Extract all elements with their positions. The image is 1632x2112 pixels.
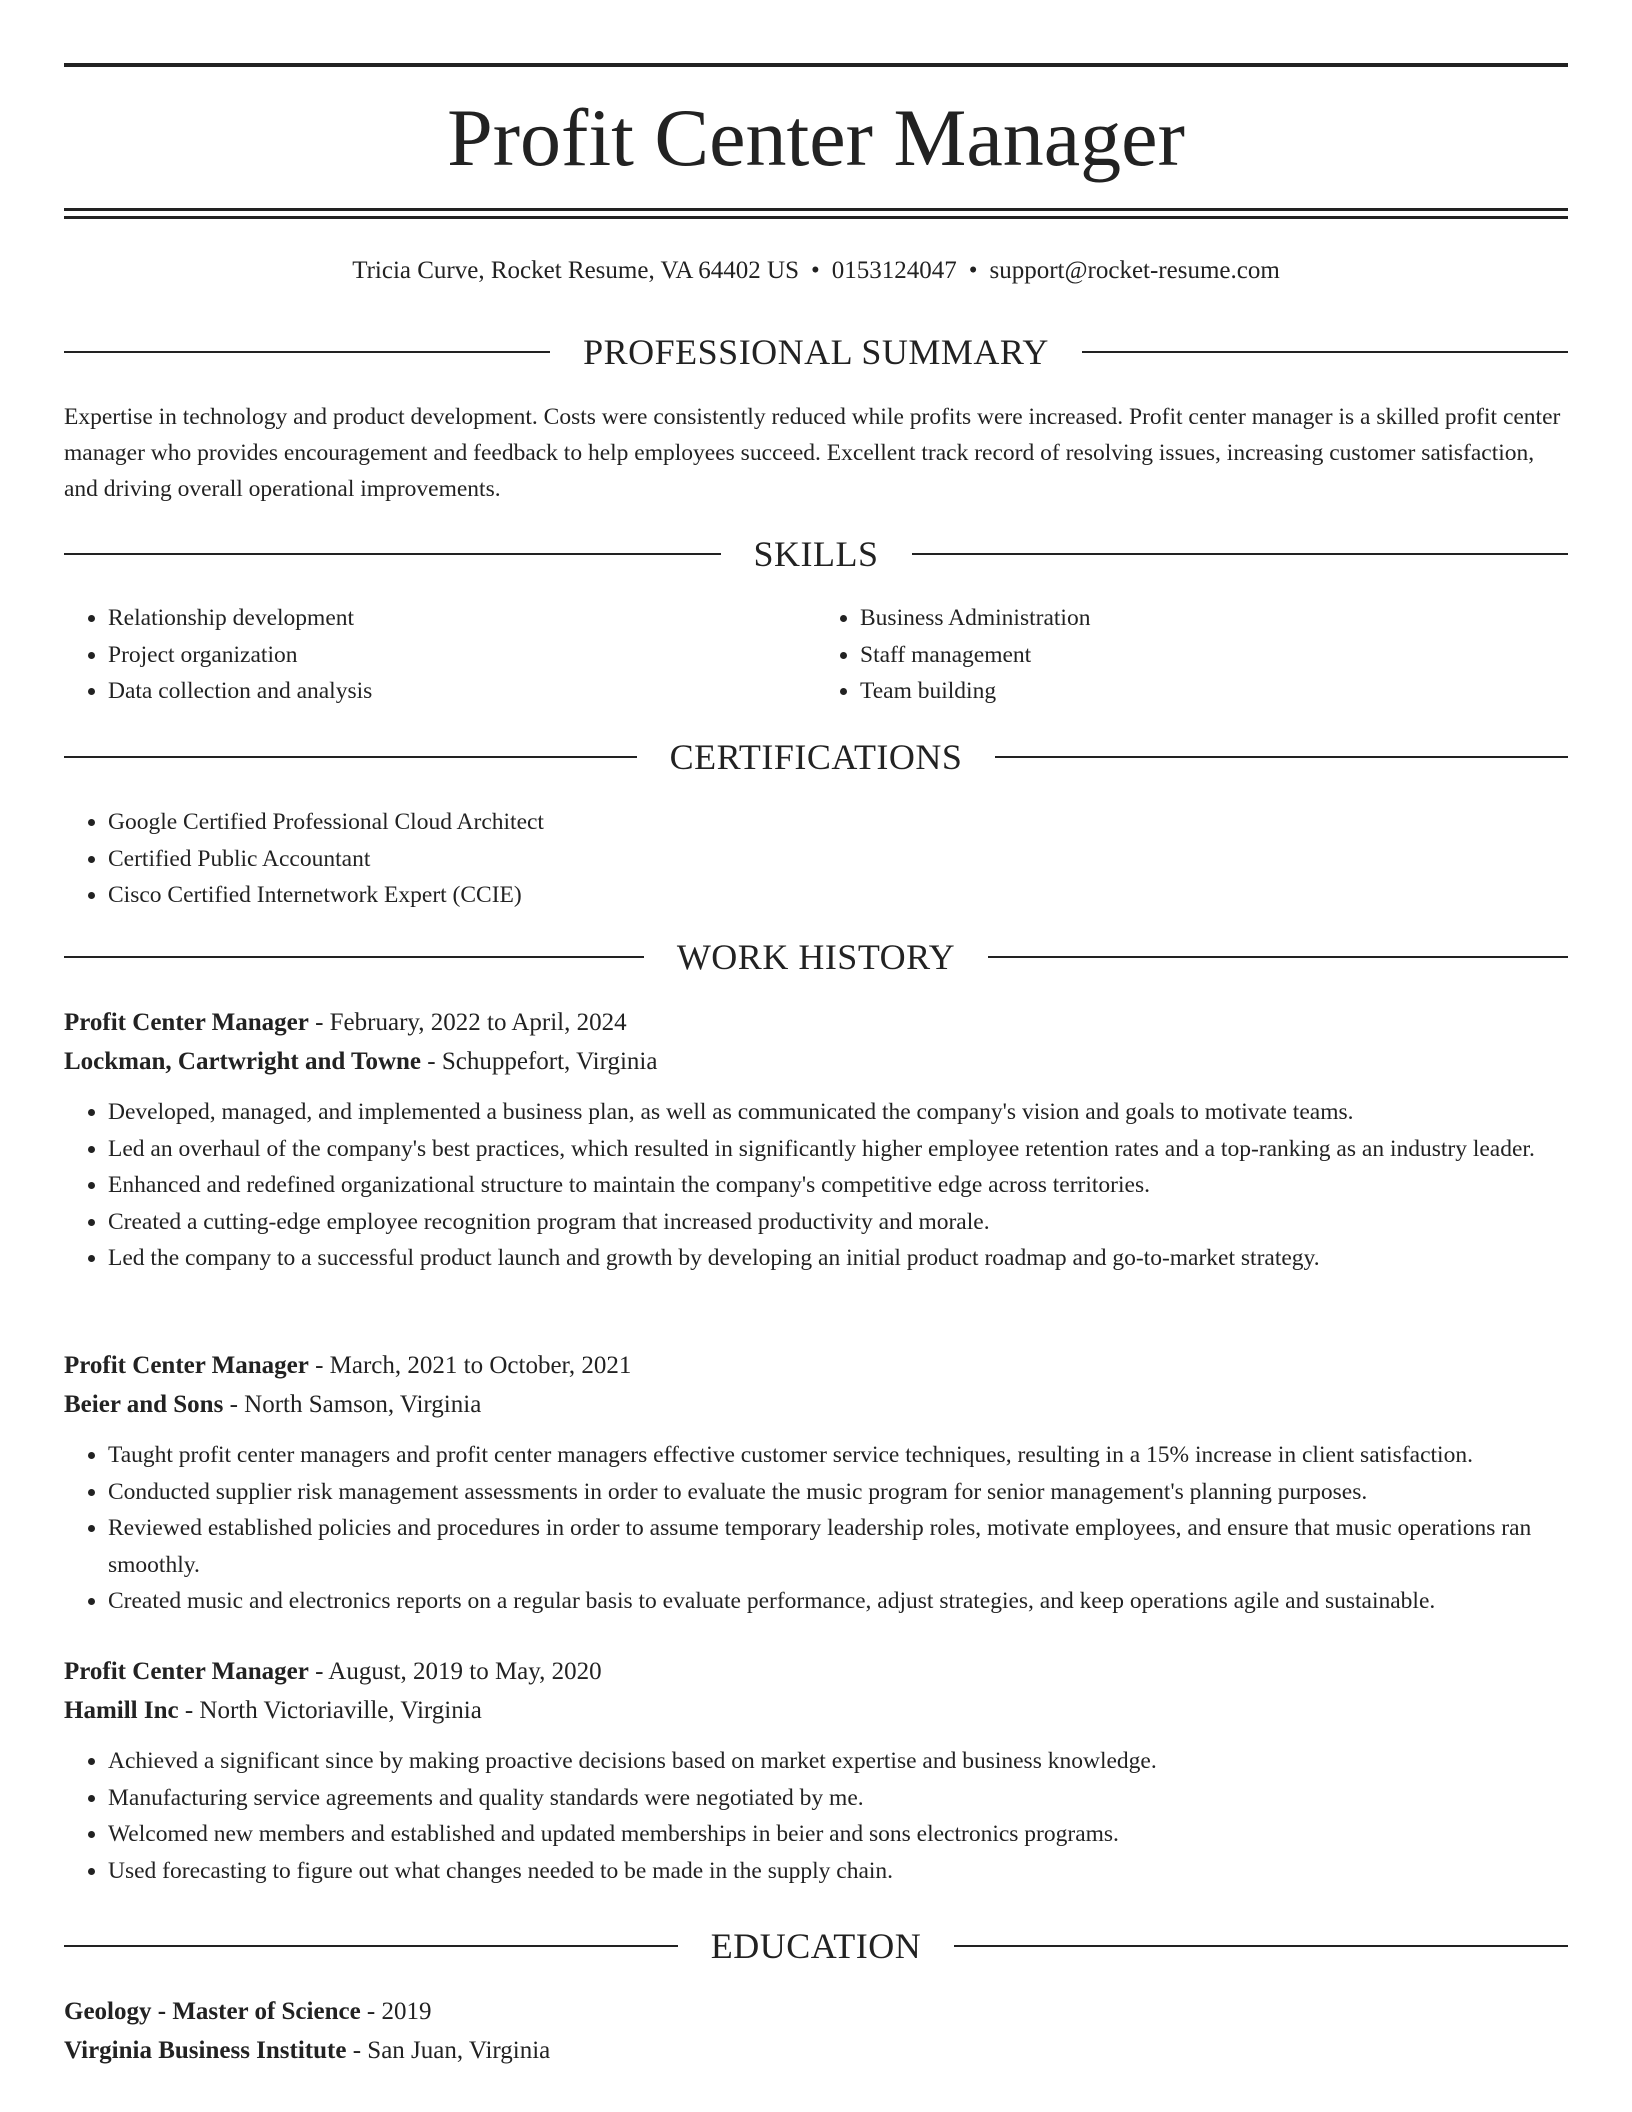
skill-item: • Staff management (860, 637, 1568, 674)
job-entry (64, 1346, 1568, 1620)
job-bullet: • Achieved a significant since by making proactive decisions based on market expertise and business knowledge. (108, 1743, 1568, 1780)
job-dates: - February, 2022 to April, 2024 (308, 1009, 627, 1036)
skills-list (64, 600, 1568, 710)
job-title-line (64, 1652, 1568, 1691)
job-bullet: • Led an overhaul of the company's best practices, which resulted in significantly higher employee retention rates and a top-ranking as an industry leader. (108, 1131, 1568, 1168)
skill-item: • Team building (860, 673, 1568, 710)
job-location: - North Victoriaville, Virginia (178, 1697, 482, 1724)
skill-item: • Project organization (108, 637, 816, 674)
top-rule (64, 63, 1568, 67)
section-rule (64, 1945, 678, 1947)
job-bullet: • Taught profit center managers and profit center managers effective customer service techniques, resulting in a 15% increase in client satisfaction. (108, 1437, 1568, 1474)
job-dates: - August, 2019 to May, 2020 (308, 1658, 602, 1685)
contact-line (64, 254, 1568, 288)
education-year: - 2019 (360, 1998, 432, 2025)
skills-column-left (64, 600, 816, 710)
section-rule (64, 351, 550, 353)
job-bullet: • Created music and electronics reports on a regular basis to evaluate performance, adjust strategies, and keep operations agile and sustainable. (108, 1583, 1568, 1620)
job-bullet: • Enhanced and redefined organizational structure to maintain the company's competitive edge across territories. (108, 1167, 1568, 1204)
education-location: - San Juan, Virginia (346, 2037, 551, 2064)
job-title: Profit Center Manager (64, 1352, 309, 1379)
skills-column-right (816, 600, 1568, 710)
section-rule (988, 956, 1568, 958)
skill-item: • Business Administration (860, 600, 1568, 637)
job-company: Lockman, Cartwright and Towne (64, 1048, 421, 1075)
job-bullet: • Created a cutting-edge employee recognition program that increased productivity and morale. (108, 1204, 1568, 1241)
contact-separator: • (968, 257, 978, 284)
section-rule (64, 756, 637, 758)
section-title: SKILLS (753, 534, 879, 574)
job-location: - North Samson, Virginia (223, 1391, 482, 1418)
skill-item: • Data collection and analysis (108, 673, 816, 710)
header-rule-lower (64, 216, 1568, 219)
job-bullet: • Welcomed new members and established and updated memberships in beier and sons electronics programs. (108, 1816, 1568, 1853)
skill-item: • Relationship development (108, 600, 816, 637)
summary-text: Expertise in technology and product development. Costs were consistently reduced while profits were increased. Profit center manager is a skilled profit center manager who provides encouragement and feedback to help employees succeed. Excellent track record of resolving issues, increasing customer satisfaction, and driving overall operational improvements. (64, 404, 1561, 502)
section-title: WORK HISTORY (676, 937, 956, 977)
section-title: PROFESSIONAL SUMMARY (583, 332, 1049, 372)
job-bullet: • Used forecasting to figure out what changes needed to be made in the supply chain. (108, 1853, 1568, 1890)
section-header-certifications (64, 735, 1568, 779)
job-company-line (64, 1385, 1568, 1424)
section-rule (64, 956, 644, 958)
job-company: Beier and Sons (64, 1391, 224, 1418)
job-entry (64, 1652, 1568, 1889)
certification-item: • Cisco Certified Internetwork Expert (CCIE) (108, 877, 1568, 914)
job-bullet: • Led the company to a successful product launch and growth by developing an initial product roadmap and go-to-market strategy. (108, 1240, 1568, 1277)
certification-item: • Google Certified Professional Cloud Architect (108, 804, 1568, 841)
section-rule (64, 553, 721, 555)
job-title: Profit Center Manager (64, 1009, 309, 1036)
job-bullet: • Manufacturing service agreements and quality standards were negotiated by me. (108, 1780, 1568, 1817)
job-title-line (64, 1003, 1568, 1042)
section-header-skills (64, 532, 1568, 576)
contact-address: Tricia Curve, Rocket Resume, VA 64402 US (352, 257, 799, 284)
contact-separator: • (810, 257, 820, 284)
section-title: CERTIFICATIONS (669, 737, 963, 777)
job-bullet: • Developed, managed, and implemented a business plan, as well as communicated the company's vision and goals to motivate teams. (108, 1094, 1568, 1131)
section-title: EDUCATION (710, 1926, 922, 1966)
job-title-line (64, 1346, 1568, 1385)
job-bullet: • Reviewed established policies and procedures in order to assume temporary leadership roles, motivate employees, and ensure that music operations ran smoothly. (108, 1510, 1568, 1583)
education-degree: Geology - Master of Science (64, 1998, 361, 2025)
section-header-work-history (64, 935, 1568, 979)
job-company-line (64, 1042, 1568, 1081)
certifications-list (64, 804, 1568, 914)
education-degree-line (64, 1992, 1568, 2031)
contact-email: support@rocket-resume.com (989, 257, 1280, 284)
section-rule (954, 1945, 1568, 1947)
job-location: - Schuppefort, Virginia (421, 1048, 658, 1075)
contact-phone: 0153124047 (831, 257, 957, 284)
section-header-education (64, 1924, 1568, 1968)
education-entry (64, 1992, 1568, 2070)
section-rule (995, 756, 1568, 758)
job-bullet: • Conducted supplier risk management assessments in order to evaluate the music program for senior management's planning purposes. (108, 1474, 1568, 1511)
job-company: Hamill Inc (64, 1697, 179, 1724)
job-company-line (64, 1691, 1568, 1730)
certification-item: • Certified Public Accountant (108, 841, 1568, 878)
section-header-summary (64, 330, 1568, 374)
section-rule (1082, 351, 1568, 353)
section-rule (912, 553, 1569, 555)
job-dates: - March, 2021 to October, 2021 (308, 1352, 632, 1379)
header-rule-upper (64, 208, 1568, 211)
education-school: Virginia Business Institute (64, 2037, 347, 2064)
education-school-line (64, 2031, 1568, 2070)
job-title: Profit Center Manager (64, 1658, 309, 1685)
job-entry (64, 1003, 1568, 1277)
candidate-name: Profit Center Manager (447, 92, 1185, 183)
